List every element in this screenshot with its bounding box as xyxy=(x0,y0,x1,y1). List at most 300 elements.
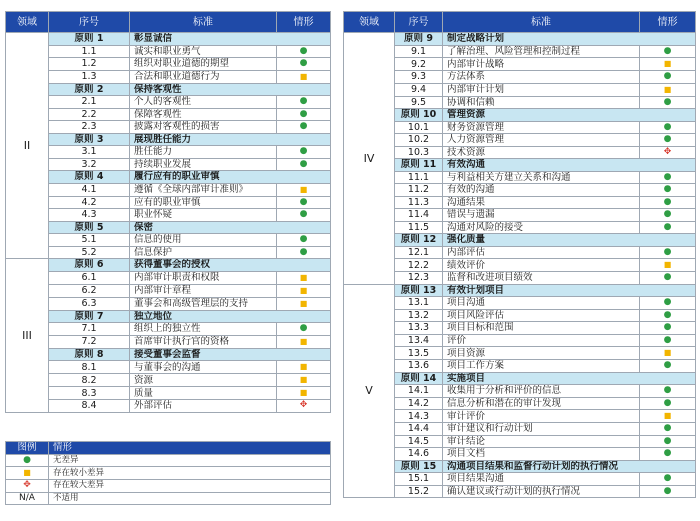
standard-text: 职业怀疑 xyxy=(130,209,277,222)
principle-label: 原则 13 xyxy=(395,284,443,297)
status-none-icon: ● xyxy=(299,58,308,69)
status-cell xyxy=(640,385,696,398)
standard-number: 13.1 xyxy=(395,297,443,310)
status-none-icon: ● xyxy=(299,209,308,220)
standard-text: 方法体系 xyxy=(443,71,640,84)
standard-number: 2.2 xyxy=(49,108,130,121)
standard-text: 披露对客观性的损害 xyxy=(130,121,277,134)
standard-text: 持续职业发展 xyxy=(130,158,277,171)
status-cell xyxy=(277,234,331,247)
standard-row xyxy=(344,322,696,335)
principle-row xyxy=(344,234,696,247)
standard-row xyxy=(6,271,331,284)
status-cell xyxy=(640,297,696,310)
status-none-icon: ● xyxy=(663,397,672,408)
status-minor-icon: ■ xyxy=(663,260,672,269)
standard-row xyxy=(6,108,331,121)
standard-text: 组织上的独立性 xyxy=(130,323,277,336)
standard-text: 有效的沟通 xyxy=(443,184,640,197)
principle-title: 有效计划项目 xyxy=(443,284,696,297)
table-header-row xyxy=(6,12,331,33)
standard-number: 10.2 xyxy=(395,134,443,147)
status-none-icon: ● xyxy=(299,121,308,132)
standard-number: 9.3 xyxy=(395,71,443,84)
standard-row xyxy=(6,196,331,209)
standard-number: 11.3 xyxy=(395,196,443,209)
standard-text: 内部审计计划 xyxy=(443,83,640,96)
standard-number: 4.1 xyxy=(49,183,130,196)
principle-title: 保持客观性 xyxy=(130,83,331,96)
principle-row xyxy=(344,460,696,473)
principle-row xyxy=(344,372,696,385)
standard-number: 12.3 xyxy=(395,272,443,285)
standard-number: 1.2 xyxy=(49,58,130,71)
standard-row xyxy=(6,400,331,413)
standard-number: 1.1 xyxy=(49,45,130,58)
legend-column-title: 情形 xyxy=(49,442,331,455)
standard-number: 13.3 xyxy=(395,322,443,335)
header-standard: 标准 xyxy=(443,12,640,33)
standard-row xyxy=(344,96,696,109)
standard-number: 14.1 xyxy=(395,385,443,398)
standard-row xyxy=(6,209,331,222)
standard-row xyxy=(344,45,696,58)
status-minor-icon: ■ xyxy=(299,285,308,295)
standard-row xyxy=(344,134,696,147)
principle-label: 原则 11 xyxy=(395,159,443,172)
principle-row xyxy=(6,83,331,96)
principle-title: 展现胜任能力 xyxy=(130,133,331,146)
standard-text: 应有的职业审慎 xyxy=(130,196,277,209)
right-standards-table xyxy=(343,11,696,498)
status-cell xyxy=(277,284,331,297)
status-none-icon: ● xyxy=(663,221,672,232)
status-major-icon: ✥ xyxy=(299,400,308,411)
status-minor-icon: ■ xyxy=(299,272,308,282)
standard-row xyxy=(344,146,696,159)
status-minor-icon: ■ xyxy=(299,184,308,194)
status-none-icon: ● xyxy=(299,323,308,334)
standard-number: 8.1 xyxy=(49,361,130,374)
principle-label: 原则 3 xyxy=(49,133,130,146)
status-none-icon: ● xyxy=(663,360,672,371)
standard-number: 4.2 xyxy=(49,196,130,209)
principle-row xyxy=(344,159,696,172)
legend-text: 存在较小差异 xyxy=(49,467,331,480)
standard-text: 资源 xyxy=(130,374,277,387)
status-cell xyxy=(277,146,331,159)
standard-row xyxy=(6,96,331,109)
standard-text: 技术资源 xyxy=(443,146,640,159)
standard-row xyxy=(344,246,696,259)
standard-text: 项目资源 xyxy=(443,347,640,360)
principle-title: 履行应有的职业审慎 xyxy=(130,171,331,184)
status-minor-icon: ■ xyxy=(299,71,308,81)
standard-number: 13.2 xyxy=(395,309,443,322)
status-minor-icon: ■ xyxy=(663,84,672,94)
standard-number: 3.2 xyxy=(49,158,130,171)
principle-row xyxy=(344,109,696,122)
status-none-icon: ● xyxy=(663,297,672,308)
standard-number: 5.2 xyxy=(49,246,130,259)
standard-number: 3.1 xyxy=(49,146,130,159)
status-none-icon: ● xyxy=(663,322,672,333)
status-cell xyxy=(277,158,331,171)
principle-label: 原则 4 xyxy=(49,171,130,184)
standard-row xyxy=(6,146,331,159)
standard-number: 13.5 xyxy=(395,347,443,360)
legend-row xyxy=(6,480,331,493)
standard-text: 内部审计战略 xyxy=(443,58,640,71)
status-cell xyxy=(640,410,696,423)
status-cell xyxy=(640,121,696,134)
status-major-icon: ✥ xyxy=(663,146,672,157)
standard-row xyxy=(344,71,696,84)
standard-text: 董事会和高级管理层的支持 xyxy=(130,297,277,310)
standard-text: 审计结论 xyxy=(443,435,640,448)
header-domain: 领域 xyxy=(6,12,49,33)
status-cell xyxy=(640,259,696,272)
status-none-icon: ● xyxy=(663,96,672,107)
standard-number: 12.1 xyxy=(395,246,443,259)
status-none-icon: ● xyxy=(299,196,308,207)
status-minor-icon: ■ xyxy=(663,348,672,357)
standard-number: 15.2 xyxy=(395,485,443,498)
standard-row xyxy=(6,361,331,374)
standard-row xyxy=(344,259,696,272)
standard-number: 4.3 xyxy=(49,209,130,222)
legend-text: 存在较大差异 xyxy=(49,480,331,493)
standard-text: 保障客观性 xyxy=(130,108,277,121)
status-cell xyxy=(640,397,696,410)
status-cell xyxy=(277,108,331,121)
status-none-icon: ● xyxy=(663,71,672,82)
domain-cell: V xyxy=(344,284,395,498)
standard-text: 合法和职业道德行为 xyxy=(130,70,277,83)
principle-label: 原则 14 xyxy=(395,372,443,385)
status-none-icon: ● xyxy=(663,272,672,283)
legend-row xyxy=(6,492,331,505)
status-none-icon: ● xyxy=(663,209,672,220)
standard-text: 内部评估 xyxy=(443,246,640,259)
standard-row xyxy=(344,385,696,398)
status-cell xyxy=(640,309,696,322)
standard-row xyxy=(344,272,696,285)
standard-row xyxy=(344,309,696,322)
status-cell xyxy=(640,221,696,234)
status-cell xyxy=(640,96,696,109)
standard-row xyxy=(344,435,696,448)
standard-row xyxy=(344,297,696,310)
status-cell xyxy=(277,323,331,336)
status-none-icon: ● xyxy=(299,96,308,107)
status-none-icon: ● xyxy=(663,134,672,145)
status-cell xyxy=(277,209,331,222)
legend-row xyxy=(6,454,331,467)
status-none-icon: ● xyxy=(663,334,672,345)
standard-row xyxy=(344,184,696,197)
legend-symbol xyxy=(6,480,49,493)
header-number: 序号 xyxy=(49,12,130,33)
status-minor-icon: ■ xyxy=(299,375,308,384)
header-status: 情形 xyxy=(277,12,331,33)
principle-label: 原则 15 xyxy=(395,460,443,473)
standard-row xyxy=(344,209,696,222)
status-none-icon: ● xyxy=(299,158,308,169)
standard-number: 1.3 xyxy=(49,70,130,83)
status-cell xyxy=(277,271,331,284)
standard-row xyxy=(344,473,696,486)
legend-major-icon: ✥ xyxy=(23,480,31,491)
principle-row xyxy=(6,310,331,323)
status-none-icon: ● xyxy=(299,246,308,257)
standard-text: 审计评价 xyxy=(443,410,640,423)
standard-row xyxy=(6,246,331,259)
status-none-icon: ● xyxy=(299,108,308,119)
standard-number: 9.5 xyxy=(395,96,443,109)
status-cell xyxy=(277,45,331,58)
standard-text: 与董事会的沟通 xyxy=(130,361,277,374)
standard-text: 项目工作方案 xyxy=(443,360,640,373)
principle-row xyxy=(6,348,331,361)
standard-number: 9.2 xyxy=(395,58,443,71)
standard-number: 14.4 xyxy=(395,423,443,436)
status-cell xyxy=(640,83,696,96)
principle-title: 沟通项目结果和监督行动计划的执行情况 xyxy=(443,460,696,473)
standard-number: 8.2 xyxy=(49,374,130,387)
standard-text: 外部评估 xyxy=(130,400,277,413)
status-cell xyxy=(640,171,696,184)
standard-text: 内部审计章程 xyxy=(130,284,277,297)
standard-text: 项目风险评估 xyxy=(443,309,640,322)
standard-row xyxy=(344,397,696,410)
domain-cell: III xyxy=(6,259,49,413)
status-cell xyxy=(640,246,696,259)
standard-number: 14.3 xyxy=(395,410,443,423)
status-none-icon: ● xyxy=(663,246,672,257)
header-status: 情形 xyxy=(640,12,696,33)
standard-number: 11.1 xyxy=(395,171,443,184)
status-minor-icon: ■ xyxy=(299,388,308,397)
standard-text: 个人的客观性 xyxy=(130,96,277,109)
standard-number: 8.4 xyxy=(49,400,130,413)
standard-text: 项目文档 xyxy=(443,448,640,461)
standard-text: 信息保护 xyxy=(130,246,277,259)
legend-symbol xyxy=(6,492,49,505)
standard-number: 12.2 xyxy=(395,259,443,272)
standard-number: 6.3 xyxy=(49,297,130,310)
principle-row xyxy=(6,133,331,146)
legend-minor-icon: ■ xyxy=(23,468,31,477)
legend-symbol xyxy=(6,467,49,480)
status-minor-icon: ■ xyxy=(663,59,672,68)
principle-row xyxy=(344,284,696,297)
standard-number: 14.2 xyxy=(395,397,443,410)
status-none-icon: ● xyxy=(663,184,672,195)
status-cell xyxy=(640,146,696,159)
principle-row xyxy=(6,221,331,234)
standard-text: 收集用于分析和评价的信息 xyxy=(443,385,640,398)
status-cell xyxy=(277,374,331,387)
legend-text: 无差异 xyxy=(49,454,331,467)
standard-row xyxy=(344,334,696,347)
status-none-icon: ● xyxy=(663,171,672,182)
principle-title: 保密 xyxy=(130,221,331,234)
principle-row xyxy=(6,33,331,46)
status-cell xyxy=(277,400,331,413)
status-none-icon: ● xyxy=(663,448,672,459)
status-none-icon: ● xyxy=(663,196,672,207)
standard-row xyxy=(6,335,331,348)
standard-row xyxy=(6,70,331,83)
legend-none-icon: ● xyxy=(23,454,31,465)
legend-header-row xyxy=(6,442,331,455)
standard-row xyxy=(344,485,696,498)
status-cell xyxy=(277,196,331,209)
standard-number: 10.3 xyxy=(395,146,443,159)
legend-title: 图例 xyxy=(6,442,49,455)
status-cell xyxy=(640,423,696,436)
principle-title: 制定战略计划 xyxy=(443,33,696,46)
status-cell xyxy=(277,387,331,400)
status-cell xyxy=(277,70,331,83)
standard-row xyxy=(344,171,696,184)
standard-text: 项目目标和范围 xyxy=(443,322,640,335)
status-cell xyxy=(277,121,331,134)
domain-cell: II xyxy=(6,33,49,259)
standard-number: 2.3 xyxy=(49,121,130,134)
standard-row xyxy=(344,221,696,234)
status-cell xyxy=(640,360,696,373)
legend-table xyxy=(5,441,331,505)
standard-number: 11.2 xyxy=(395,184,443,197)
status-minor-icon: ■ xyxy=(299,298,308,308)
standard-number: 7.1 xyxy=(49,323,130,336)
standard-number: 9.4 xyxy=(395,83,443,96)
standard-row xyxy=(344,448,696,461)
standard-text: 错误与遗漏 xyxy=(443,209,640,222)
status-cell xyxy=(277,96,331,109)
status-minor-icon: ■ xyxy=(663,411,672,420)
status-cell xyxy=(277,335,331,348)
standard-row xyxy=(6,58,331,71)
standard-text: 胜任能力 xyxy=(130,146,277,159)
standard-text: 项目沟通 xyxy=(443,297,640,310)
status-cell xyxy=(277,58,331,71)
standard-text: 内部审计职责和权限 xyxy=(130,271,277,284)
principle-title: 接受董事会监督 xyxy=(130,348,331,361)
standard-number: 2.1 xyxy=(49,96,130,109)
legend-row xyxy=(6,467,331,480)
principle-label: 原则 9 xyxy=(395,33,443,46)
principle-title: 强化质量 xyxy=(443,234,696,247)
status-cell xyxy=(277,297,331,310)
standard-text: 审计建议和行动计划 xyxy=(443,423,640,436)
standard-text: 质量 xyxy=(130,387,277,400)
standard-text: 沟通结果 xyxy=(443,196,640,209)
standard-text: 评价 xyxy=(443,334,640,347)
standard-row xyxy=(6,374,331,387)
principle-label: 原则 8 xyxy=(49,348,130,361)
standard-number: 15.1 xyxy=(395,473,443,486)
standard-number: 14.5 xyxy=(395,435,443,448)
standard-text: 首席审计执行官的资格 xyxy=(130,335,277,348)
domain-cell: IV xyxy=(344,33,395,285)
standard-number: 5.1 xyxy=(49,234,130,247)
status-none-icon: ● xyxy=(663,423,672,434)
status-none-icon: ● xyxy=(663,385,672,396)
standard-number: 13.6 xyxy=(395,360,443,373)
principle-label: 原则 7 xyxy=(49,310,130,323)
standard-number: 14.6 xyxy=(395,448,443,461)
status-cell xyxy=(640,209,696,222)
status-none-icon: ● xyxy=(663,121,672,132)
standard-row xyxy=(344,360,696,373)
status-none-icon: ● xyxy=(663,485,672,496)
status-minor-icon: ■ xyxy=(299,336,308,346)
status-cell xyxy=(277,361,331,374)
standard-text: 人力资源管理 xyxy=(443,134,640,147)
standard-text: 信息分析和潜在的审计发现 xyxy=(443,397,640,410)
status-cell xyxy=(640,58,696,71)
principle-label: 原则 10 xyxy=(395,109,443,122)
standard-text: 监督和改进项目绩效 xyxy=(443,272,640,285)
principle-title: 彰显诚信 xyxy=(130,33,331,46)
standard-text: 与利益相关方建立关系和沟通 xyxy=(443,171,640,184)
standard-row xyxy=(344,196,696,209)
status-cell xyxy=(640,322,696,335)
principle-row xyxy=(6,171,331,184)
standard-row xyxy=(6,323,331,336)
status-none-icon: ● xyxy=(663,435,672,446)
header-domain: 领域 xyxy=(344,12,395,33)
principle-label: 原则 1 xyxy=(49,33,130,46)
standard-number: 7.2 xyxy=(49,335,130,348)
status-cell xyxy=(640,45,696,58)
standard-number: 10.1 xyxy=(395,121,443,134)
standard-number: 11.5 xyxy=(395,221,443,234)
standard-number: 8.3 xyxy=(49,387,130,400)
status-cell xyxy=(640,196,696,209)
status-none-icon: ● xyxy=(663,473,672,484)
status-minor-icon: ■ xyxy=(299,362,308,371)
status-cell xyxy=(640,347,696,360)
status-cell xyxy=(277,246,331,259)
legend-text: 不适用 xyxy=(49,492,331,505)
standard-number: 6.1 xyxy=(49,271,130,284)
standard-number: 11.4 xyxy=(395,209,443,222)
status-cell xyxy=(640,448,696,461)
standard-row xyxy=(6,387,331,400)
standard-text: 协调和信赖 xyxy=(443,96,640,109)
status-none-icon: ● xyxy=(663,309,672,320)
status-cell xyxy=(640,435,696,448)
standard-text: 确认建议或行动计划的执行情况 xyxy=(443,485,640,498)
status-none-icon: ● xyxy=(663,45,672,56)
standard-row xyxy=(6,121,331,134)
standard-row xyxy=(6,297,331,310)
standard-text: 遵循《全球内部审计准则》 xyxy=(130,183,277,196)
status-cell xyxy=(640,184,696,197)
standard-row xyxy=(6,158,331,171)
standard-text: 财务资源管理 xyxy=(443,121,640,134)
status-cell xyxy=(640,473,696,486)
principle-title: 独立地位 xyxy=(130,310,331,323)
standard-row xyxy=(6,45,331,58)
standard-row xyxy=(344,121,696,134)
standard-number: 6.2 xyxy=(49,284,130,297)
header-number: 序号 xyxy=(395,12,443,33)
